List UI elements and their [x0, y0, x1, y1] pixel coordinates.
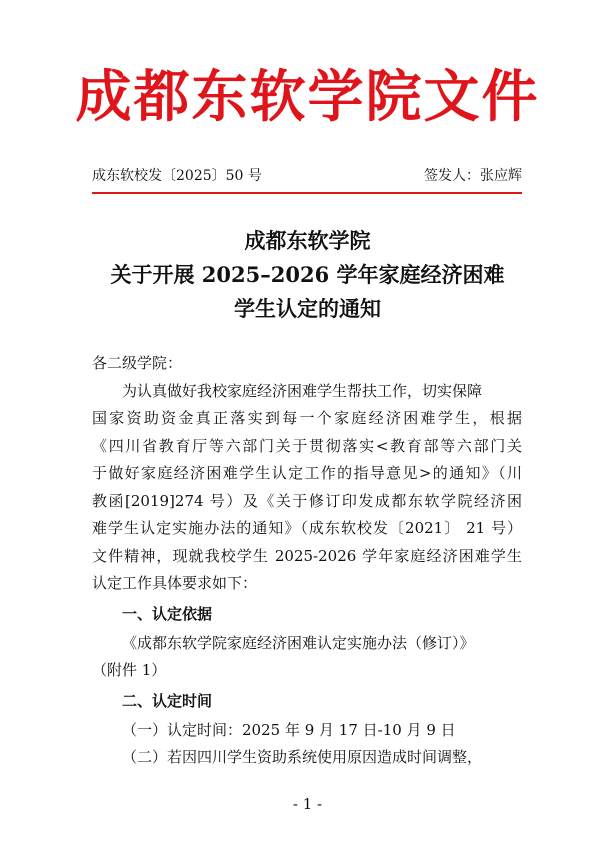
paragraph-line: 国家资助资金真正落实到每一个家庭经济困难学生，根据 [92, 409, 522, 427]
paragraph-line: 认定工作具体要求如下： [92, 574, 258, 592]
section-text-line: 《成都东软学院家庭经济困难认定实施办法（修订）》 [122, 633, 475, 652]
page-number: - 1 - [292, 795, 323, 813]
paragraph-line: 难学生认定实施办法的通知》（成东软校发〔2021〕 21 号） [92, 519, 522, 537]
red-divider [92, 192, 522, 194]
paragraph-line: 文件精神，现就我校学生 2025-2026 学年家庭经济困难学生 [92, 546, 522, 565]
title-line-1: 成都东软学院 [244, 228, 371, 253]
title-line-2: 关于开展 2025–2026 学年家庭经济困难 [110, 262, 505, 287]
signer: 签发人：张应辉 [424, 168, 522, 184]
section-item: （二）若因四川学生资助系统使用原因造成时间调整， [122, 748, 483, 766]
notice-body [92, 350, 522, 772]
paragraph-line: 《四川省教育厅等六部门关于贯彻落实<教育部等六部门关 [92, 436, 522, 455]
section-item: （一）认定时间：2025 年 9 月 17 日-10 月 9 日 [122, 720, 456, 739]
paragraph-line: 教函[2019]274 号）及《关于修订印发成都东软学院经济困 [92, 491, 522, 510]
section-heading-basis: 一、认定依据 [122, 604, 213, 623]
notice-title [0, 224, 615, 326]
paragraph-line: 于做好家庭经济困难学生认定工作的指导意见>的通知》（川 [92, 464, 522, 482]
salutation: 各二级学院： [92, 354, 183, 372]
title-line-3: 学生认定的通知 [234, 296, 381, 321]
section-heading-time: 二、认定时间 [122, 691, 213, 710]
paragraph-line: 为认真做好我校家庭经济困难学生帮扶工作，切实保障 [122, 381, 483, 400]
document-number: 成东软校发〔2025〕50 号 [92, 168, 262, 184]
section-text-line: （附件 1） [92, 661, 167, 679]
document-meta [92, 166, 522, 186]
red-header-title: 成都东软学院文件 [75, 65, 540, 130]
